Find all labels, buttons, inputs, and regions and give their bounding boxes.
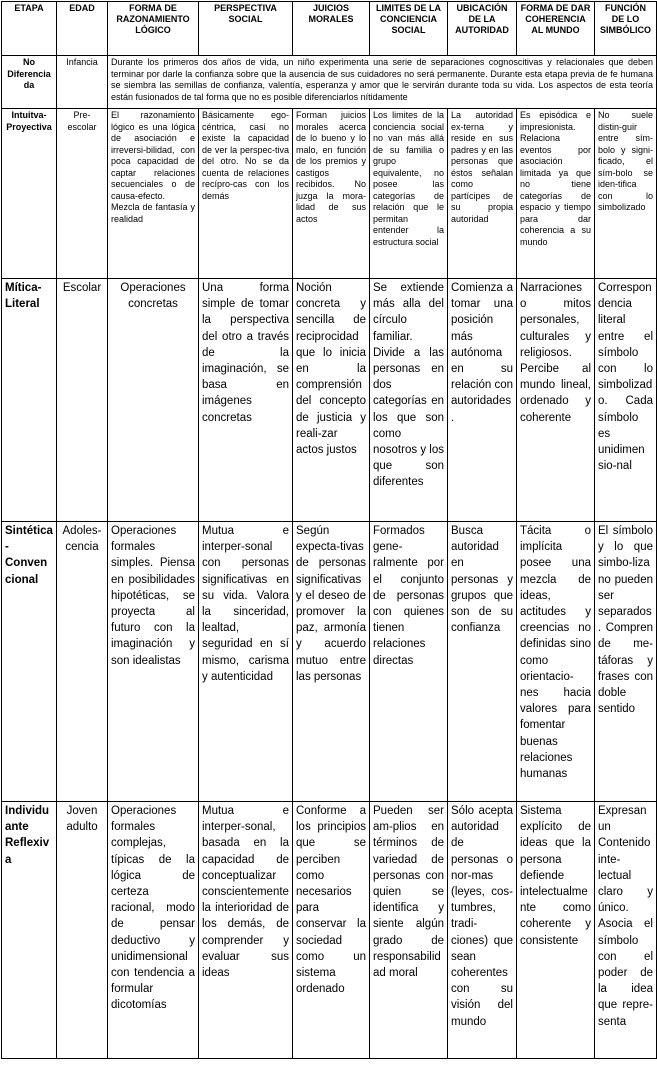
autoridad-cell: Sólo acepta autoridad de personas o nor-mas (leyes, cos-tumbres, tradi-ciones) que sean coherentes con su visión del mundo [448, 802, 517, 1059]
description-cell: Durante los primeros dos años de vida, un niño experimenta una serie de separaciones cognoscitivas y relacionales que deben terminar por darle la confianza sobre que la ausencia de sus cuidadores no será permanente. Durante esta etapa previa de fe humana se siembra las semillas de confianza, valentía, esperanza y amor que le servirán durante toda su vida. Los aspectos de esta teoría están fusionados de tal forma que no es posible diferenciarlos nítidamente [108, 56, 657, 109]
simbolico-cell: No suele distin-guir entre sím-bolo y signi-ficado, el sím-bolo se iden-tifica con lo simbolizado [595, 109, 657, 279]
table-row-mitica-literal [2, 279, 657, 522]
faith-stages-table [1, 1, 657, 1059]
simbolico-cell: El símbolo y lo que simbo-liza no pueden ser separados. Compren de me-táforas y frases con doble sentido [595, 522, 657, 802]
stage-cell: No Diferenciada [2, 56, 57, 109]
perspectiva-cell: Una forma simple de tomar la perspectiva del otro a través de la imaginación, se basa en imágenes concretas [199, 279, 293, 522]
age-cell: Adoles-cencia [57, 522, 108, 802]
limites-cell: Formados gene-ralmente por el conjunto de personas con quienes tienen relaciones directas [370, 522, 448, 802]
header-simbolico: FUNCIÓN DE LO SIMBÓLICO [595, 2, 657, 56]
table-row-no-diferenciada [2, 56, 657, 109]
coherencia-cell: Tácita o implícita posee una mezcla de ideas, actitudes y creencias no definidas sino como orientacio-nes hacia valores para fomentar buenas relaciones humanas [517, 522, 595, 802]
juicios-cell: Conforme a los principios que se perciben como necesarios para conservar la sociedad como un sistema ordenado [293, 802, 370, 1059]
limites-cell: Se extiende más alla del círculo familiar. Divide a las personas en dos categorías en los que son como nosotros y los que son diferentes [370, 279, 448, 522]
header-juicios: JUICIOS MORALES [293, 2, 370, 56]
header-coherencia: FORMA DE DAR COHERENCIA AL MUNDO [517, 2, 595, 56]
age-cell: Escolar [57, 279, 108, 522]
header-row [2, 2, 657, 56]
header-razonamiento: FORMA DE RAZONAMIENTO LÓGICO [108, 2, 199, 56]
stage-cell: Sintética-Convencional [2, 522, 57, 802]
table-row-intuitiva-proyectiva [2, 109, 657, 279]
simbolico-cell: Expresan un Contenido inte-lectual claro y único. Asocia el símbolo con el poder de la idea que repre-senta [595, 802, 657, 1059]
stage-cell: Individuante Reflexiva [2, 802, 57, 1059]
perspectiva-cell: Básicamente ego-céntrica, casi no existe la capacidad de ver la perspec-tiva del otro. No se da cuenta de relaciones recípro-cas con los demás [199, 109, 293, 279]
razonamiento-cell: Operaciones concretas [108, 279, 199, 522]
limites-cell: Los limites de la conciencia social no van más allá de su familia o grupo equivalente, no posee las categorías de relación que le permitan entender la estructura social [370, 109, 448, 279]
header-perspectiva: PERSPECTIVA SOCIAL [199, 2, 293, 56]
table-row-sintetica-convencional [2, 522, 657, 802]
autoridad-cell: Busca autoridad en personas y grupos que son de su confianza [448, 522, 517, 802]
juicios-cell: Forman juicios morales acerca de lo bueno y lo malo, en función de los premios y castigos recibidos. No juzga la mora-lidad de sus actos [293, 109, 370, 279]
coherencia-cell: Narraciones o mitos personales, culturales y religiosos. Percibe al mundo lineal, ordenado y coherente [517, 279, 595, 522]
header-etapa: ETAPA [2, 2, 57, 56]
perspectiva-cell: Mutua e interper-sonal con personas significativas en su vida. Valora la sinceridad, lealtad, seguridad en sí mismo, carisma y autenticidad [199, 522, 293, 802]
juicios-cell: Noción concreta y sencilla de reciprocidad que lo inicia en la comprensión del concepto de justicia y reali-zar actos justos [293, 279, 370, 522]
perspectiva-cell: Mutua e interper-sonal, basada en la capacidad de conceptualizar conscientemente la interioridad de los demás, de comprender y evaluar sus ideas [199, 802, 293, 1059]
age-cell: Pre-escolar [57, 109, 108, 279]
autoridad-cell: La autoridad ex-terna y reside en sus padres y en las personas que éstos señalan como partícipes de su propia autoridad [448, 109, 517, 279]
razonamiento-cell: El razonamiento lógico es una lógica de asociación e irreversi-bilidad, con poca capacidad de captar relaciones secuenciales o de causa-efecto. Mezcla de fantasía y realidad [108, 109, 199, 279]
age-cell: Infancia [57, 56, 108, 109]
header-edad: EDAD [57, 2, 108, 56]
razonamiento-cell: Operaciones formales simples. Piensa en posibilidades hipotéticas, se proyecta al futuro con la imaginación y son idealistas [108, 522, 199, 802]
limites-cell: Pueden ser am-plios en términos de variedad de personas con quien se identifica y siente algún grado de responsabilidad moral [370, 802, 448, 1059]
table-row-individuante-reflexiva [2, 802, 657, 1059]
simbolico-cell: Correspondencia literal entre el símbolo con lo simbolizado. Cada símbolo es unidimen sio-nal [595, 279, 657, 522]
autoridad-cell: Comienza a tomar una posición más autónoma en su relación con autoridades. [448, 279, 517, 522]
razonamiento-cell: Operaciones formales complejas, típicas de la lógica de certeza racional, modo de pensar deductivo y unidimensional con tendencia a formular dicotomías [108, 802, 199, 1059]
age-cell: Joven adulto [57, 802, 108, 1059]
header-autoridad: UBICACIÓN DE LA AUTORIDAD [448, 2, 517, 56]
coherencia-cell: Es episódica e impresionista. Relaciona eventos por asociación limitada ya que no tiene categorías de espacio y tiempo para dar coherencia a su mundo [517, 109, 595, 279]
stage-cell: Intuitva-Proyectiva [2, 109, 57, 279]
coherencia-cell: Sistema explícito de ideas que la persona defiende intelectualmente como coherente y consistente [517, 802, 595, 1059]
header-limites: LIMITES DE LA CONCIENCIA SOCIAL [370, 2, 448, 56]
juicios-cell: Según expecta-tivas de personas significativas y el deseo de promover la paz, armonía y acuerdo mutuo entre las personas [293, 522, 370, 802]
stage-cell: Mítica-Literal [2, 279, 57, 522]
